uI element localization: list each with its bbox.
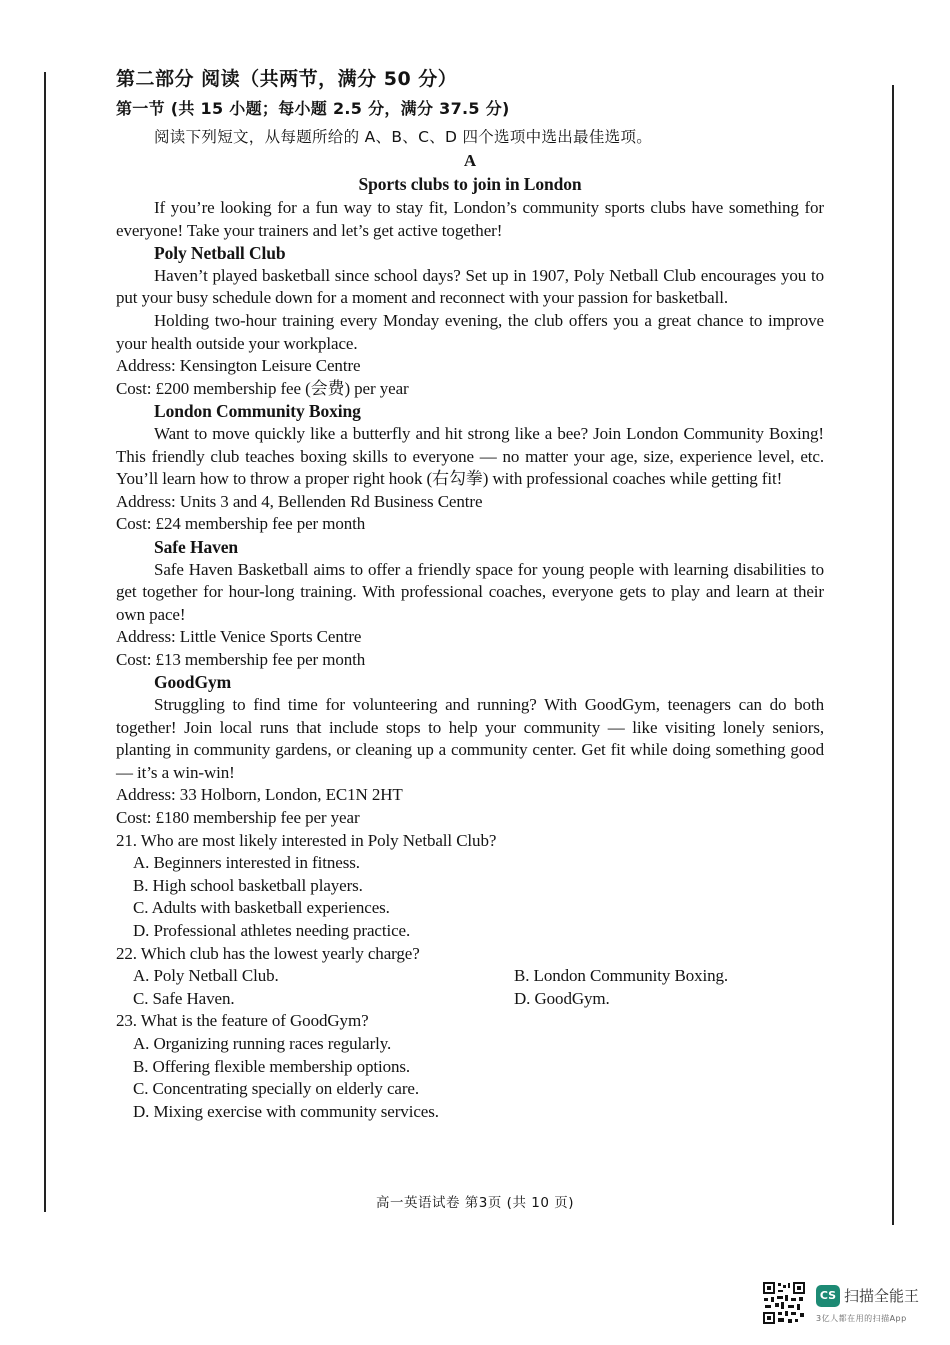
club-cost: Cost: £24 membership fee per month	[116, 514, 366, 534]
answer-option: B. High school basketball players.	[133, 875, 363, 895]
club-paragraph: Holding two-hour training every Monday evening, the club offers you a great chance to improve your health outside your workplace.	[116, 310, 824, 353]
club-cost: Cost: £180 membership fee per year	[116, 808, 360, 828]
camscanner-app-name: 扫描全能王	[844, 1287, 920, 1305]
club-name: London Community Boxing	[154, 401, 361, 422]
passage-intro: If you’re looking for a fun way to stay fit, London’s community sports clubs have something for everyone! Take your trainers and let’s get active together!	[116, 198, 824, 240]
page-footer: 高一英语试卷 第3页 (共 10 页)	[376, 1195, 574, 1211]
club-cost: Cost: £13 membership fee per month	[116, 649, 366, 669]
camscanner-tagline: 3亿人都在用的扫描App	[816, 1314, 907, 1323]
passage-label: A	[463, 151, 477, 170]
answer-option: A. Beginners interested in fitness.	[133, 853, 360, 873]
part-title: 第二部分 阅读（共两节，满分 50 分）	[116, 68, 458, 90]
answer-option: C. Adults with basketball experiences.	[133, 898, 390, 918]
question-stem: 21. Who are most likely interested in Poly Netball Club?	[116, 830, 497, 850]
answer-option: B. London Community Boxing.	[514, 966, 729, 986]
club-address: Address: Kensington Leisure Centre	[116, 356, 361, 376]
answer-option: A. Poly Netball Club.	[133, 966, 279, 986]
answer-option: C. Safe Haven.	[133, 988, 235, 1008]
instructions: 阅读下列短文，从每题所给的 A、B、C、D 四个选项中选出最佳选项。	[154, 128, 653, 146]
page-left-edge-line	[44, 72, 46, 1212]
answer-option: D. Mixing exercise with community services.	[133, 1101, 439, 1121]
club-name: Safe Haven	[154, 536, 239, 557]
answer-option: D. GoodGym.	[514, 988, 610, 1008]
passage-title: Sports clubs to join in London	[358, 174, 582, 194]
club-paragraph: Struggling to find time for volunteering and running? With GoodGym, teenagers can do both together! Join local runs that include stops to help your community — like visiting lonely seniors, planting in community gardens, or cleaning up a community center. Get fit while doing something good — it’s a win-win!	[116, 695, 824, 782]
club-paragraph: Haven’t played basketball since school days? Set up in 1907, Poly Netball Club encourages you to put your busy schedule down for a moment and reconnect with your passion for basketball.	[116, 265, 824, 308]
question-stem: 22. Which club has the lowest yearly charge?	[116, 943, 420, 963]
answer-option: D. Professional athletes needing practice.	[133, 921, 411, 940]
question-23	[116, 1010, 824, 1123]
club-address: Address: Little Venice Sports Centre	[116, 627, 362, 647]
question-21	[116, 830, 824, 943]
club-name: GoodGym	[154, 672, 232, 693]
club-paragraph: Want to move quickly like a butterfly and hit strong like a bee? Join London Community Boxing! This friendly club teaches boxing skills to everyone — no matter your age, size, experience level, etc. You’ll learn how to throw a proper right hook (右勾拳) with professional coaches while getting fit!	[116, 423, 824, 489]
club-safe-haven	[116, 536, 824, 672]
section-title: 第一节 (共 15 小题；每小题 2.5 分，满分 37.5 分)	[116, 99, 510, 118]
club-address: Address: 33 Holborn, London, EC1N 2HT	[116, 785, 403, 805]
club-paragraph: Safe Haven Basketball aims to offer a friendly space for young people with learning disabilities to get together for hour-long training. With professional coaches, everyone gets to play and learn at their own pace!	[116, 559, 824, 624]
answer-option: B. Offering flexible membership options.	[133, 1056, 411, 1076]
club-poly-netball	[116, 242, 824, 400]
club-cost: Cost: £200 membership fee (会费) per year	[116, 378, 409, 398]
question-stem: 23. What is the feature of GoodGym?	[116, 1011, 369, 1031]
question-22	[116, 943, 824, 1011]
page-content	[116, 64, 824, 1123]
qr-code-icon	[762, 1281, 806, 1325]
answer-option: A. Organizing running races regularly.	[133, 1033, 392, 1053]
scanner-watermark	[762, 1281, 932, 1329]
club-name: Poly Netball Club	[154, 243, 286, 264]
club-london-community-boxing	[116, 400, 824, 536]
page-right-edge-line	[892, 85, 894, 1225]
answer-option: C. Concentrating specially on elderly care.	[133, 1079, 420, 1099]
club-goodgym	[116, 671, 824, 829]
answer-options-grid	[116, 965, 824, 1010]
club-address: Address: Units 3 and 4, Bellenden Rd Business Centre	[116, 491, 483, 511]
camscanner-logo: CS	[816, 1285, 840, 1307]
